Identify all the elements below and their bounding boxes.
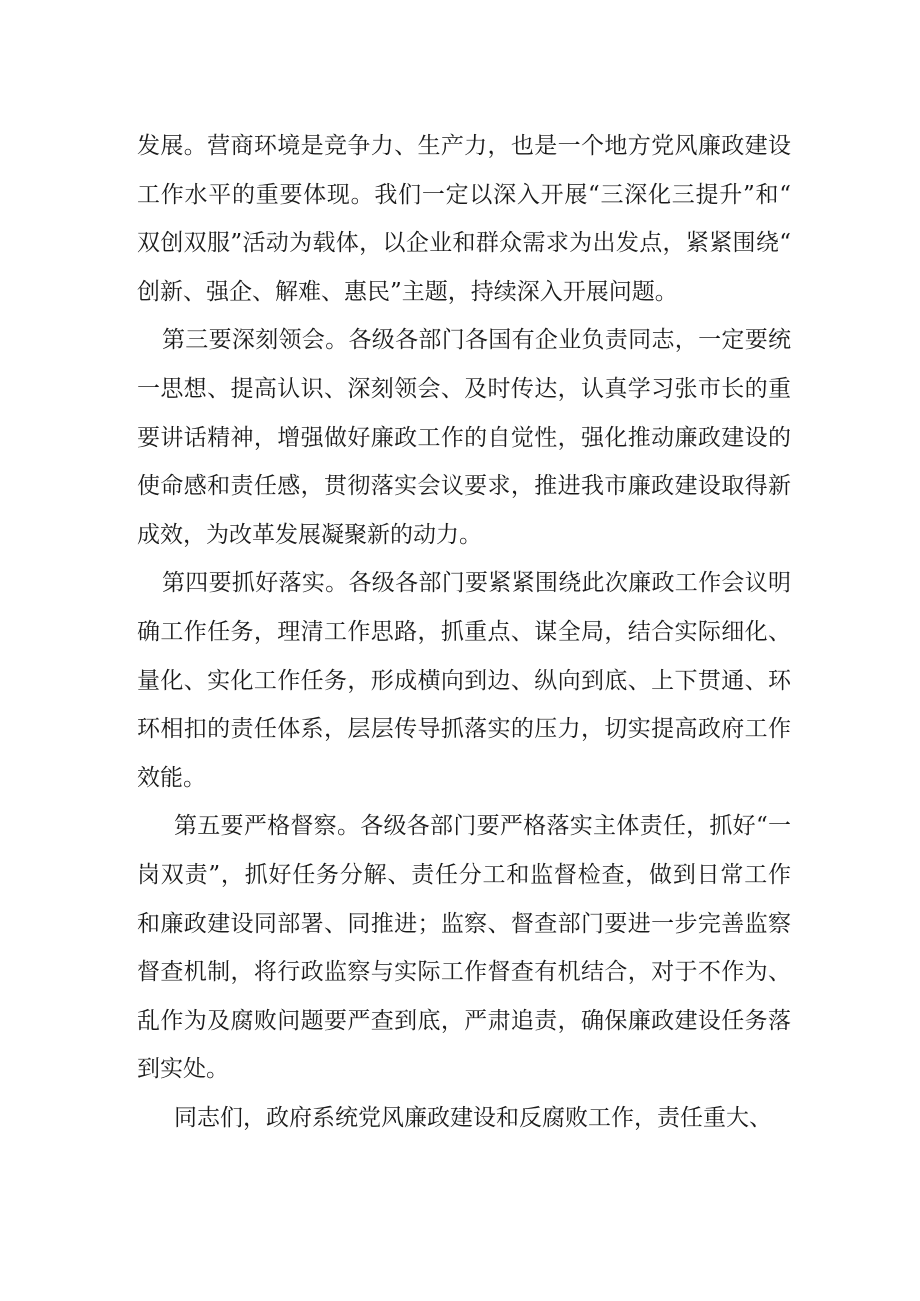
- paragraph-closing: 同志们，政府系统党风廉政建设和反腐败工作，责任重大、: [174, 1104, 772, 1131]
- paragraph-continuation: 发展。营商环境是竞争力、生产力，也是一个地方党风廉政建设工作水平的重要体现。我们一定以深入开展“三深化三提升”和“双创双服”活动为载体，以企业和群众需求为出发点，紧紧围绕“创新、强企、解难、惠民”主题，持续深入开展问题。: [137, 133, 791, 305]
- paragraph-third-point: 第三要深刻领会。各级各部门各国有企业负责同志，一定要统一思想、提高认识、深刻领会、及时传达，认真学习张市长的重要讲话精神，增强做好廉政工作的自觉性，强化推动廉政建设的使命感和责任感，贯彻落实会议要求，推进我市廉政建设取得新成效，为改革发展凝聚新的动力。: [137, 327, 791, 548]
- paragraph-fifth-point: 第五要严格督察。各级各部门要严格落实主体责任，抓好“一岗双责”，抓好任务分解、责任分工和监督检查，做到日常工作和廉政建设同部署、同推进；监察、督查部门要进一步完善监察督查机制，将行政监察与实际工作督查有机结合，对于不作为、乱作为及腐败问题要严查到底，严肃追责，确保廉政建设任务落到实处。: [137, 813, 791, 1083]
- document-body: [137, 122, 791, 1142]
- paragraph-fourth-point: 第四要抓好落实。各级各部门要紧紧围绕此次廉政工作会议明确工作任务，理清工作思路，抓重点、谋全局，结合实际细化、量化、实化工作任务，形成横向到边、纵向到底、上下贯通、环环相扣的责任体系，层层传导抓落实的压力，切实提高政府工作效能。: [137, 570, 791, 791]
